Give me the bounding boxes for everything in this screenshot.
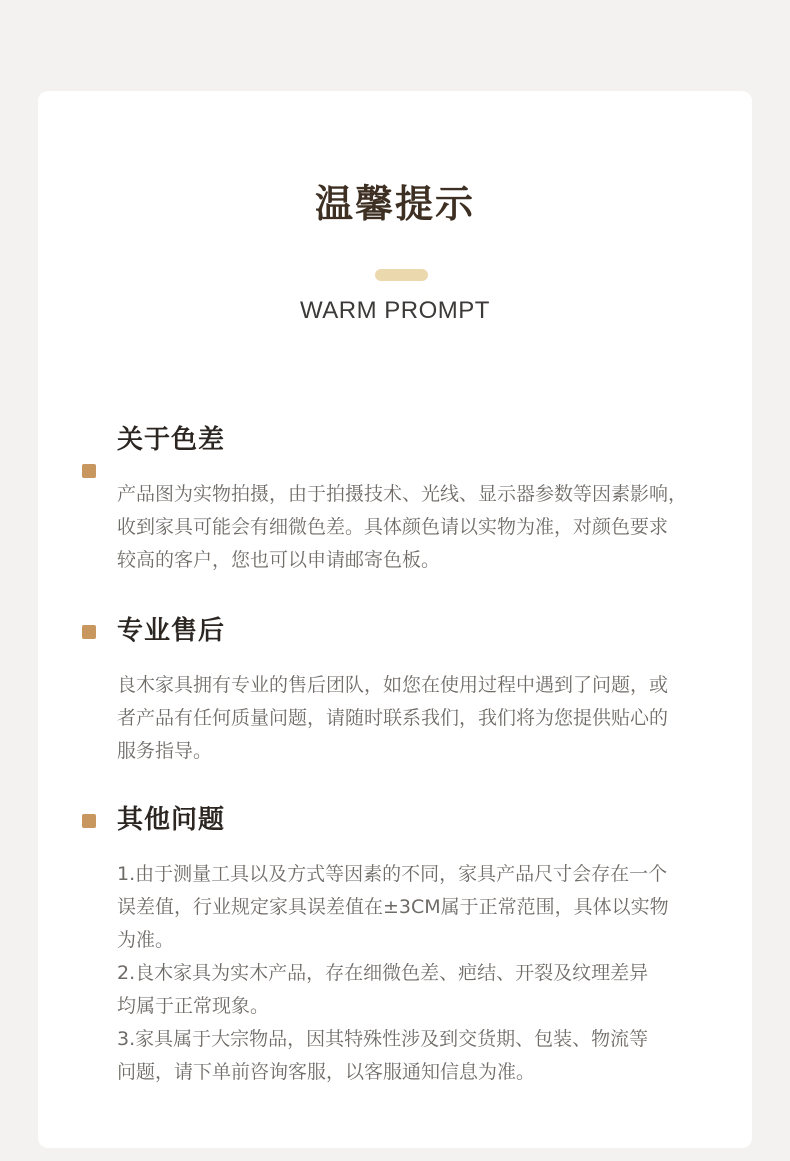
body-line: 问题，请下单前咨询客服，以客服通知信息为准。 (117, 1061, 536, 1083)
body-line: 收到家具可能会有细微色差。具体颜色请以实物为准，对颜色要求 (117, 516, 669, 538)
body-line: 均属于正常现象。 (117, 995, 270, 1017)
section-heading-after-sales: 专业售后 (117, 616, 226, 646)
section-heading-other-issues: 其他问题 (117, 805, 226, 835)
body-line: 较高的客户，您也可以申请邮寄色板。 (117, 549, 441, 571)
body-line: 2.良木家具为实木产品，存在细微色差、疤结、开裂及纹理差异 (117, 962, 649, 984)
section-bullet-icon (82, 464, 96, 478)
body-line: 产品图为实物拍摄，由于拍摄技术、光线、显示器参数等因素影响， (117, 483, 688, 505)
page-title: 温馨提示 (314, 182, 475, 226)
section-heading-color-difference: 关于色差 (117, 425, 226, 455)
section-body-other-issues (117, 858, 697, 1089)
body-line: 者产品有任何质量问题，请随时联系我们，我们将为您提供贴心的 (117, 707, 669, 729)
body-line: 为准。 (117, 929, 175, 951)
body-line: 1.由于测量工具以及方式等因素的不同，家具产品尺寸会存在一个 (117, 863, 668, 885)
section-bullet-icon (82, 625, 96, 639)
section-body-color-difference (117, 478, 697, 577)
title-accent-bar (375, 269, 428, 281)
section-bullet-icon (82, 814, 96, 828)
body-line: 误差值，行业规定家具误差值在±3CM属于正常范围，具体以实物 (117, 896, 669, 918)
body-line: 服务指导。 (117, 740, 213, 762)
page-subtitle: WARM PROMPT (300, 297, 490, 324)
section-body-after-sales (117, 669, 697, 768)
body-line: 3.家具属于大宗物品，因其特殊性涉及到交货期、包装、物流等 (117, 1028, 649, 1050)
body-line: 良木家具拥有专业的售后团队，如您在使用过程中遇到了问题，或 (117, 674, 669, 696)
